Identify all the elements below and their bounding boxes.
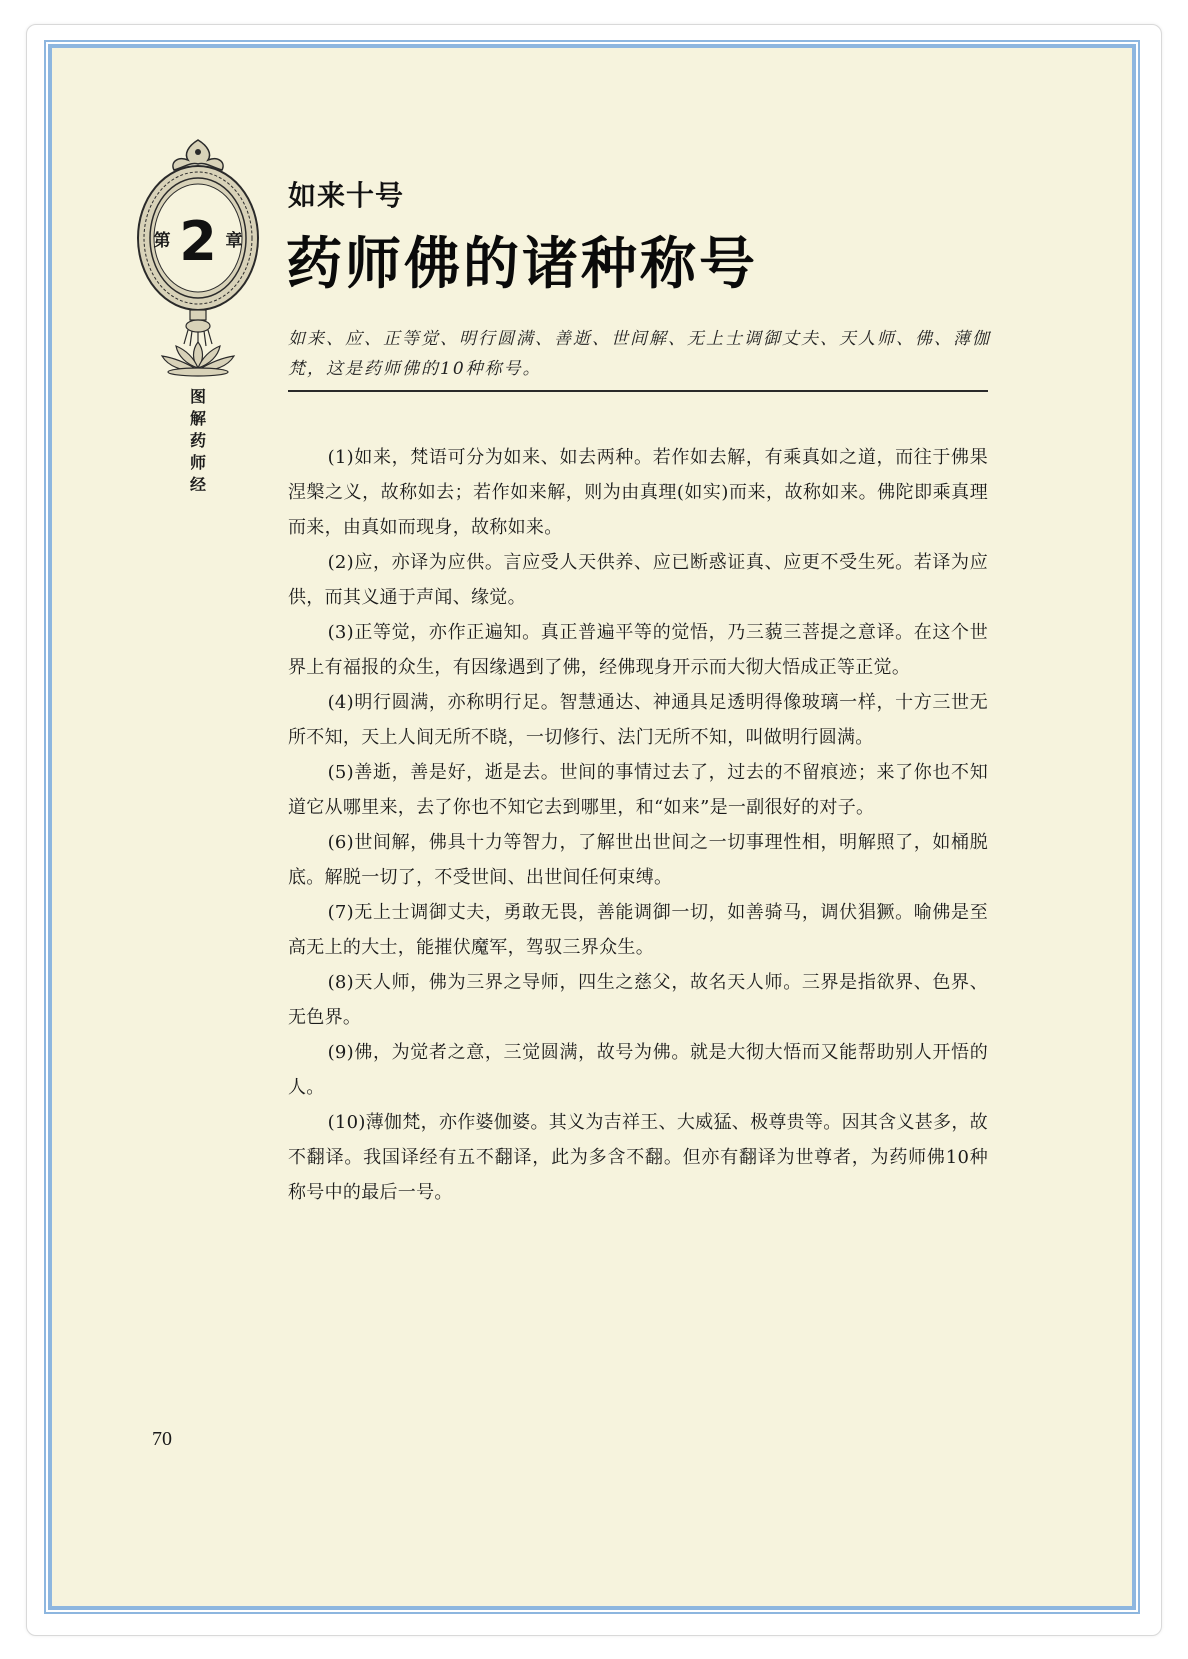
chapter-number: 2	[179, 210, 217, 273]
chapter-suffix: 章	[225, 231, 243, 251]
lotus-icon	[162, 342, 234, 376]
body-text	[288, 440, 988, 1210]
paragraph: (10)薄伽梵，亦作婆伽婆。其义为吉祥王、大威猛、极尊贵等。因其含义甚多，故不翻译。我国译经有五不翻译，此为多含不翻。但亦有翻译为世尊者，为药师佛10种称号中的最后一号。	[288, 1112, 988, 1203]
page-title: 药师佛的诸种称号	[286, 232, 758, 297]
paragraph: (6)世间解，佛具十力等智力，了解世出世间之一切事理性相，明解照了，如桶脱底。解脱一切了，不受世间、出世间任何束缚。	[288, 832, 988, 888]
paragraph: (2)应，亦译为应供。言应受人天供养、应已断惑证真、应更不受生死。若译为应供，而其义通于声闻、缘觉。	[288, 552, 988, 608]
side-caption-book-title	[186, 386, 210, 496]
section-summary: 如来、应、正等觉、明行圆满、善逝、世间解、无上士调御丈夫、天人师、佛、薄伽梵，这是药师佛的10种称号。	[288, 329, 991, 379]
book-page	[48, 44, 1136, 1610]
side-caption-char: 图	[189, 387, 206, 406]
paragraph: (7)无上士调御丈夫，勇敢无畏，善能调御一切，如善骑马，调伏猖獗。喻佛是至高无上的大士，能摧伏魔军，驾驭三界众生。	[288, 902, 988, 958]
chapter-prefix: 第	[153, 231, 171, 251]
side-caption-char: 师	[189, 453, 206, 472]
section-subtitle: 如来十号	[288, 179, 405, 212]
paragraph: (8)天人师，佛为三界之导师，四生之慈父，故名天人师。三界是指欲界、色界、无色界。	[288, 972, 988, 1028]
side-caption-char: 经	[189, 475, 206, 494]
divider-rule	[288, 390, 988, 392]
chapter-emblem-icon	[134, 138, 262, 378]
side-caption-char: 药	[189, 431, 206, 450]
paragraph: (9)佛，为觉者之意，三觉圆满，故号为佛。就是大彻大悟而又能帮助别人开悟的人。	[288, 1042, 988, 1098]
paragraph: (1)如来，梵语可分为如来、如去两种。若作如去解，有乘真如之道，而往于佛果涅槃之义，故称如去；若作如来解，则为由真理(如实)而来，故称如来。佛陀即乘真理而来，由真如而现身，故称如来。	[288, 447, 988, 538]
paragraph: (5)善逝，善是好，逝是去。世间的事情过去了，过去的不留痕迹；来了你也不知道它从哪里来，去了你也不知它去到哪里，和“如来”是一副很好的对子。	[288, 762, 988, 818]
side-caption-char: 解	[189, 409, 206, 428]
paragraph: (3)正等觉，亦作正遍知。真正普遍平等的觉悟，乃三藐三菩提之意译。在这个世界上有福报的众生，有因缘遇到了佛，经佛现身开示而大彻大悟成正等正觉。	[288, 622, 988, 678]
paragraph: (4)明行圆满，亦称明行足。智慧通达、神通具足透明得像玻璃一样，十方三世无所不知，天上人间无所不晓，一切修行、法门无所不知，叫做明行圆满。	[288, 692, 988, 748]
page-number: 70	[152, 1428, 172, 1450]
